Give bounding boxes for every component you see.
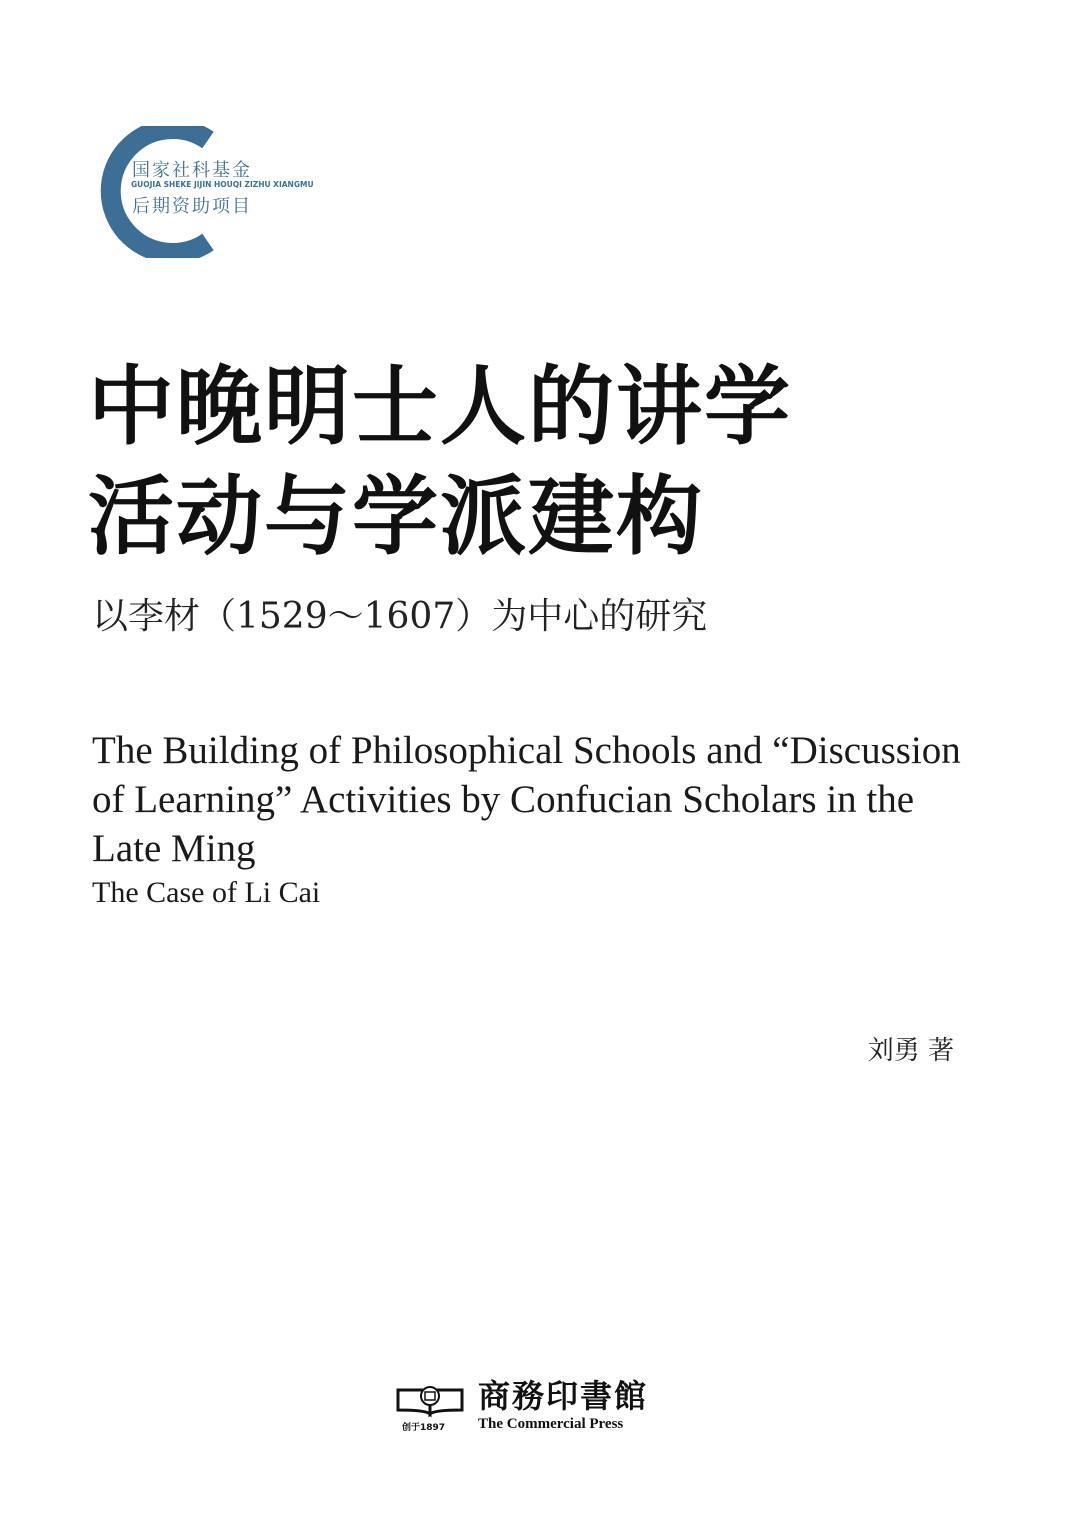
publisher-name-chinese: 商務印書館 xyxy=(478,1377,649,1415)
book-seal-icon xyxy=(396,1380,464,1420)
emblem-text-line1: 国家社科基金 xyxy=(132,160,252,181)
title-chinese-line1: 中晚明士人的讲学 xyxy=(88,356,792,457)
title-chinese xyxy=(88,352,792,572)
emblem-text-line2: 后期资助项目 xyxy=(132,196,252,217)
title-english-line2: of Learning” Activities by Confucian Scholars in the xyxy=(92,778,915,821)
title-english-line3: Late Ming xyxy=(92,827,256,870)
fund-emblem xyxy=(90,126,314,258)
subtitle-chinese: 以李材（1529～1607）为中心的研究 xyxy=(92,596,708,637)
title-chinese-line2: 活动与学派建构 xyxy=(88,466,704,567)
title-english xyxy=(92,726,972,873)
title-english-line1: The Building of Philosophical Schools and “Discussion xyxy=(92,729,961,772)
publisher-block xyxy=(396,1376,666,1436)
emblem-pinyin: GUOJIA SHEKE JIJIN HOUQI ZIZHU XIANGMU xyxy=(131,180,314,189)
subtitle-english: The Case of Li Cai xyxy=(92,876,321,909)
author: 刘勇 著 xyxy=(867,1036,954,1066)
publisher-name-english: The Commercial Press xyxy=(478,1416,624,1432)
publisher-founded: 创于1897 xyxy=(402,1423,446,1433)
